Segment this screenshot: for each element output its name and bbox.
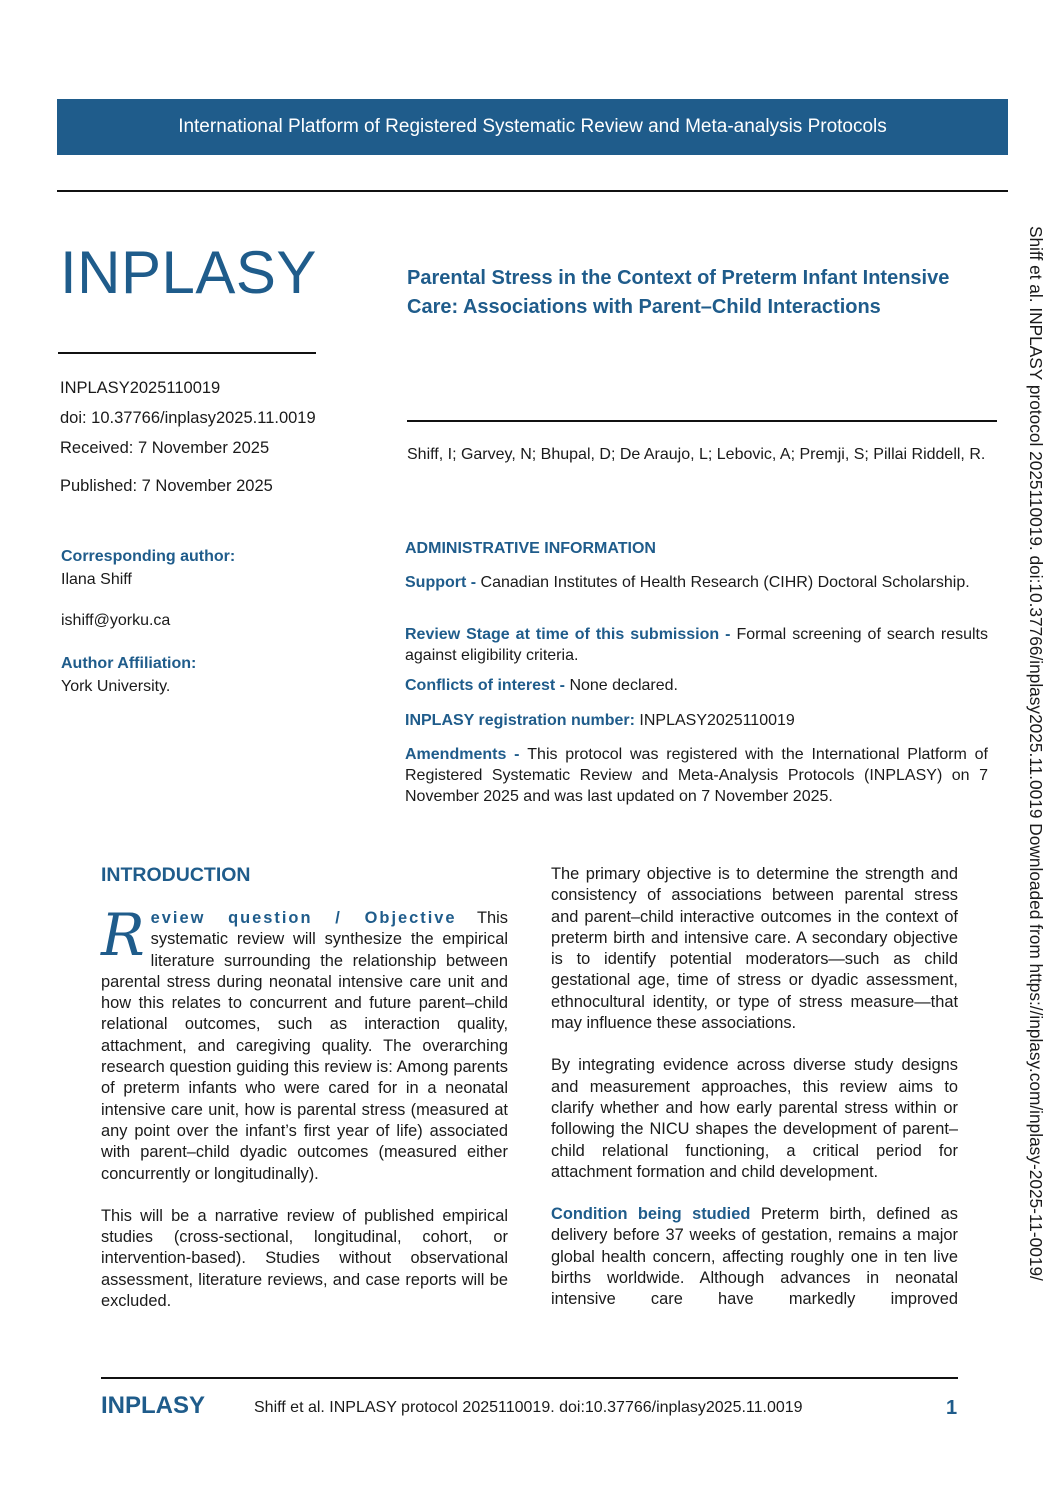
- published-date: Published: 7 November 2025: [60, 477, 273, 495]
- intro-paragraph-2: This will be a narrative review of published empirical studies (cross-sectional, longitudinal, cohort, or intervention-based). Studies without observational assessment, literature reviews, and case reports will be excluded.: [101, 1206, 508, 1311]
- stage-text: Formal screening of search results against eligibility criteria.: [405, 626, 988, 664]
- admin-support: [405, 572, 988, 593]
- banner-text: International Platform of Registered Systematic Review and Meta-analysis Protocols: [178, 116, 887, 137]
- drop-cap: R: [101, 901, 145, 969]
- amendments-text: This protocol was registered with the International Platform of Registered Systematic Review and Meta-Analysis Protocols (INPLASY) on 7 November 2025 and was last updated on 7 November 2025.: [405, 746, 988, 805]
- right-column: [551, 864, 958, 1311]
- condition-paragraph: [551, 1204, 958, 1310]
- doi: doi: 10.37766/inplasy2025.11.0019: [60, 409, 316, 427]
- condition-label: Condition being studied: [551, 1205, 751, 1224]
- admin-amendments: [405, 744, 988, 807]
- side-citation: [1022, 226, 1052, 1281]
- admin-registration: [405, 710, 988, 731]
- admin-conflicts: [405, 675, 988, 696]
- affiliation-label: Author Affiliation:: [61, 655, 197, 672]
- top-divider: [57, 190, 1008, 192]
- intro-column: [101, 901, 508, 1312]
- footer-brand: INPLASY: [101, 1392, 206, 1419]
- registration-label: INPLASY registration number:: [405, 712, 640, 729]
- support-text: Canadian Institutes of Health Research (CIHR) Doctoral Scholarship.: [480, 574, 970, 591]
- registration-text: INPLASY2025110019: [639, 712, 795, 729]
- corresponding-author-label: Corresponding author:: [61, 548, 236, 565]
- registration-id: INPLASY2025110019: [60, 379, 221, 397]
- affiliation: York University.: [61, 678, 171, 695]
- objective-paragraph: The primary objective is to determine the strength and consistency of associations between parental stress and parent–child interactive outcomes in the context of preterm birth and intensive care. A secondary objective is to identify potential moderators—such as child gestational age, time of stress or dyadic assessment, ethnocultural identity, or type of stress measure—that may influence these associations.: [551, 865, 958, 1033]
- brand-logo: INPLASY: [60, 239, 317, 306]
- paper-title: Parental Stress in the Context of Preterm Infant Intensive Care: Associations with Parent–Child Interactions: [407, 267, 950, 318]
- introduction-heading: INTRODUCTION: [101, 864, 251, 886]
- brand-underline: [58, 352, 316, 354]
- conflicts-label: Conflicts of interest -: [405, 677, 570, 694]
- intro-text-1: This systematic review will synthesize the empirical literature surrounding the relationship between parental stress during neonatal intensive care unit and how this relates to concurrent and future parent–child relational outcomes, such as interaction quality, attachment, and caregiving quality. The overarching research question guiding this review is: Among parents of preterm infants who were cared for in a neonatal intensive care unit, how is parental stress (measured at any point over the infant’s first year of life) associated with parent–child dyadic outcomes (measured either concurrently or longitudinally).: [101, 909, 508, 1183]
- header-banner: [57, 99, 1008, 155]
- page-number: 1: [946, 1397, 958, 1419]
- intro-paragraph-1: [101, 901, 508, 1185]
- condition-text: Preterm birth, defined as delivery before 37 weeks of gestation, remains a major global health concern, affecting roughly one in ten live births worldwide. Although advances in neonatal intensive care have markedly improved: [551, 1205, 958, 1309]
- review-question-label: eview question / Objective: [150, 909, 457, 927]
- corresponding-author-name: Ilana Shiff: [61, 571, 132, 588]
- footer-divider: [101, 1377, 958, 1379]
- amendments-label: Amendments -: [405, 746, 528, 763]
- author-email[interactable]: ishiff@yorku.ca: [61, 612, 171, 629]
- integration-paragraph: By integrating evidence across diverse study designs and measurement approaches, this review aims to clarify whether and how early parental stress within or following the NICU shapes the development of parent–child relational functioning, a critical period for attachment formation and child development.: [551, 1056, 958, 1181]
- admin-heading: ADMINISTRATIVE INFORMATION: [405, 540, 656, 557]
- support-label: Support -: [405, 574, 481, 591]
- side-citation-text[interactable]: Shiff et al. INPLASY protocol 2025110019. doi:10.37766/inplasy2025.11.0019 Downloaded from https://inplasy.com/inplasy-2025-11-0019/: [1026, 226, 1046, 1281]
- stage-label: Review Stage at time of this submission -: [405, 626, 737, 643]
- footer-citation: Shiff et al. INPLASY protocol 2025110019. doi:10.37766/inplasy2025.11.0019: [254, 1399, 803, 1416]
- author-list: Shiff, I; Garvey, N; Bhupal, D; De Araujo, L; Lebovic, A; Premji, S; Pillai Riddell, R.: [407, 446, 986, 463]
- conflicts-text: None declared.: [569, 677, 678, 694]
- title-divider: [407, 420, 997, 422]
- received-date: Received: 7 November 2025: [60, 439, 270, 457]
- admin-stage: [405, 624, 988, 666]
